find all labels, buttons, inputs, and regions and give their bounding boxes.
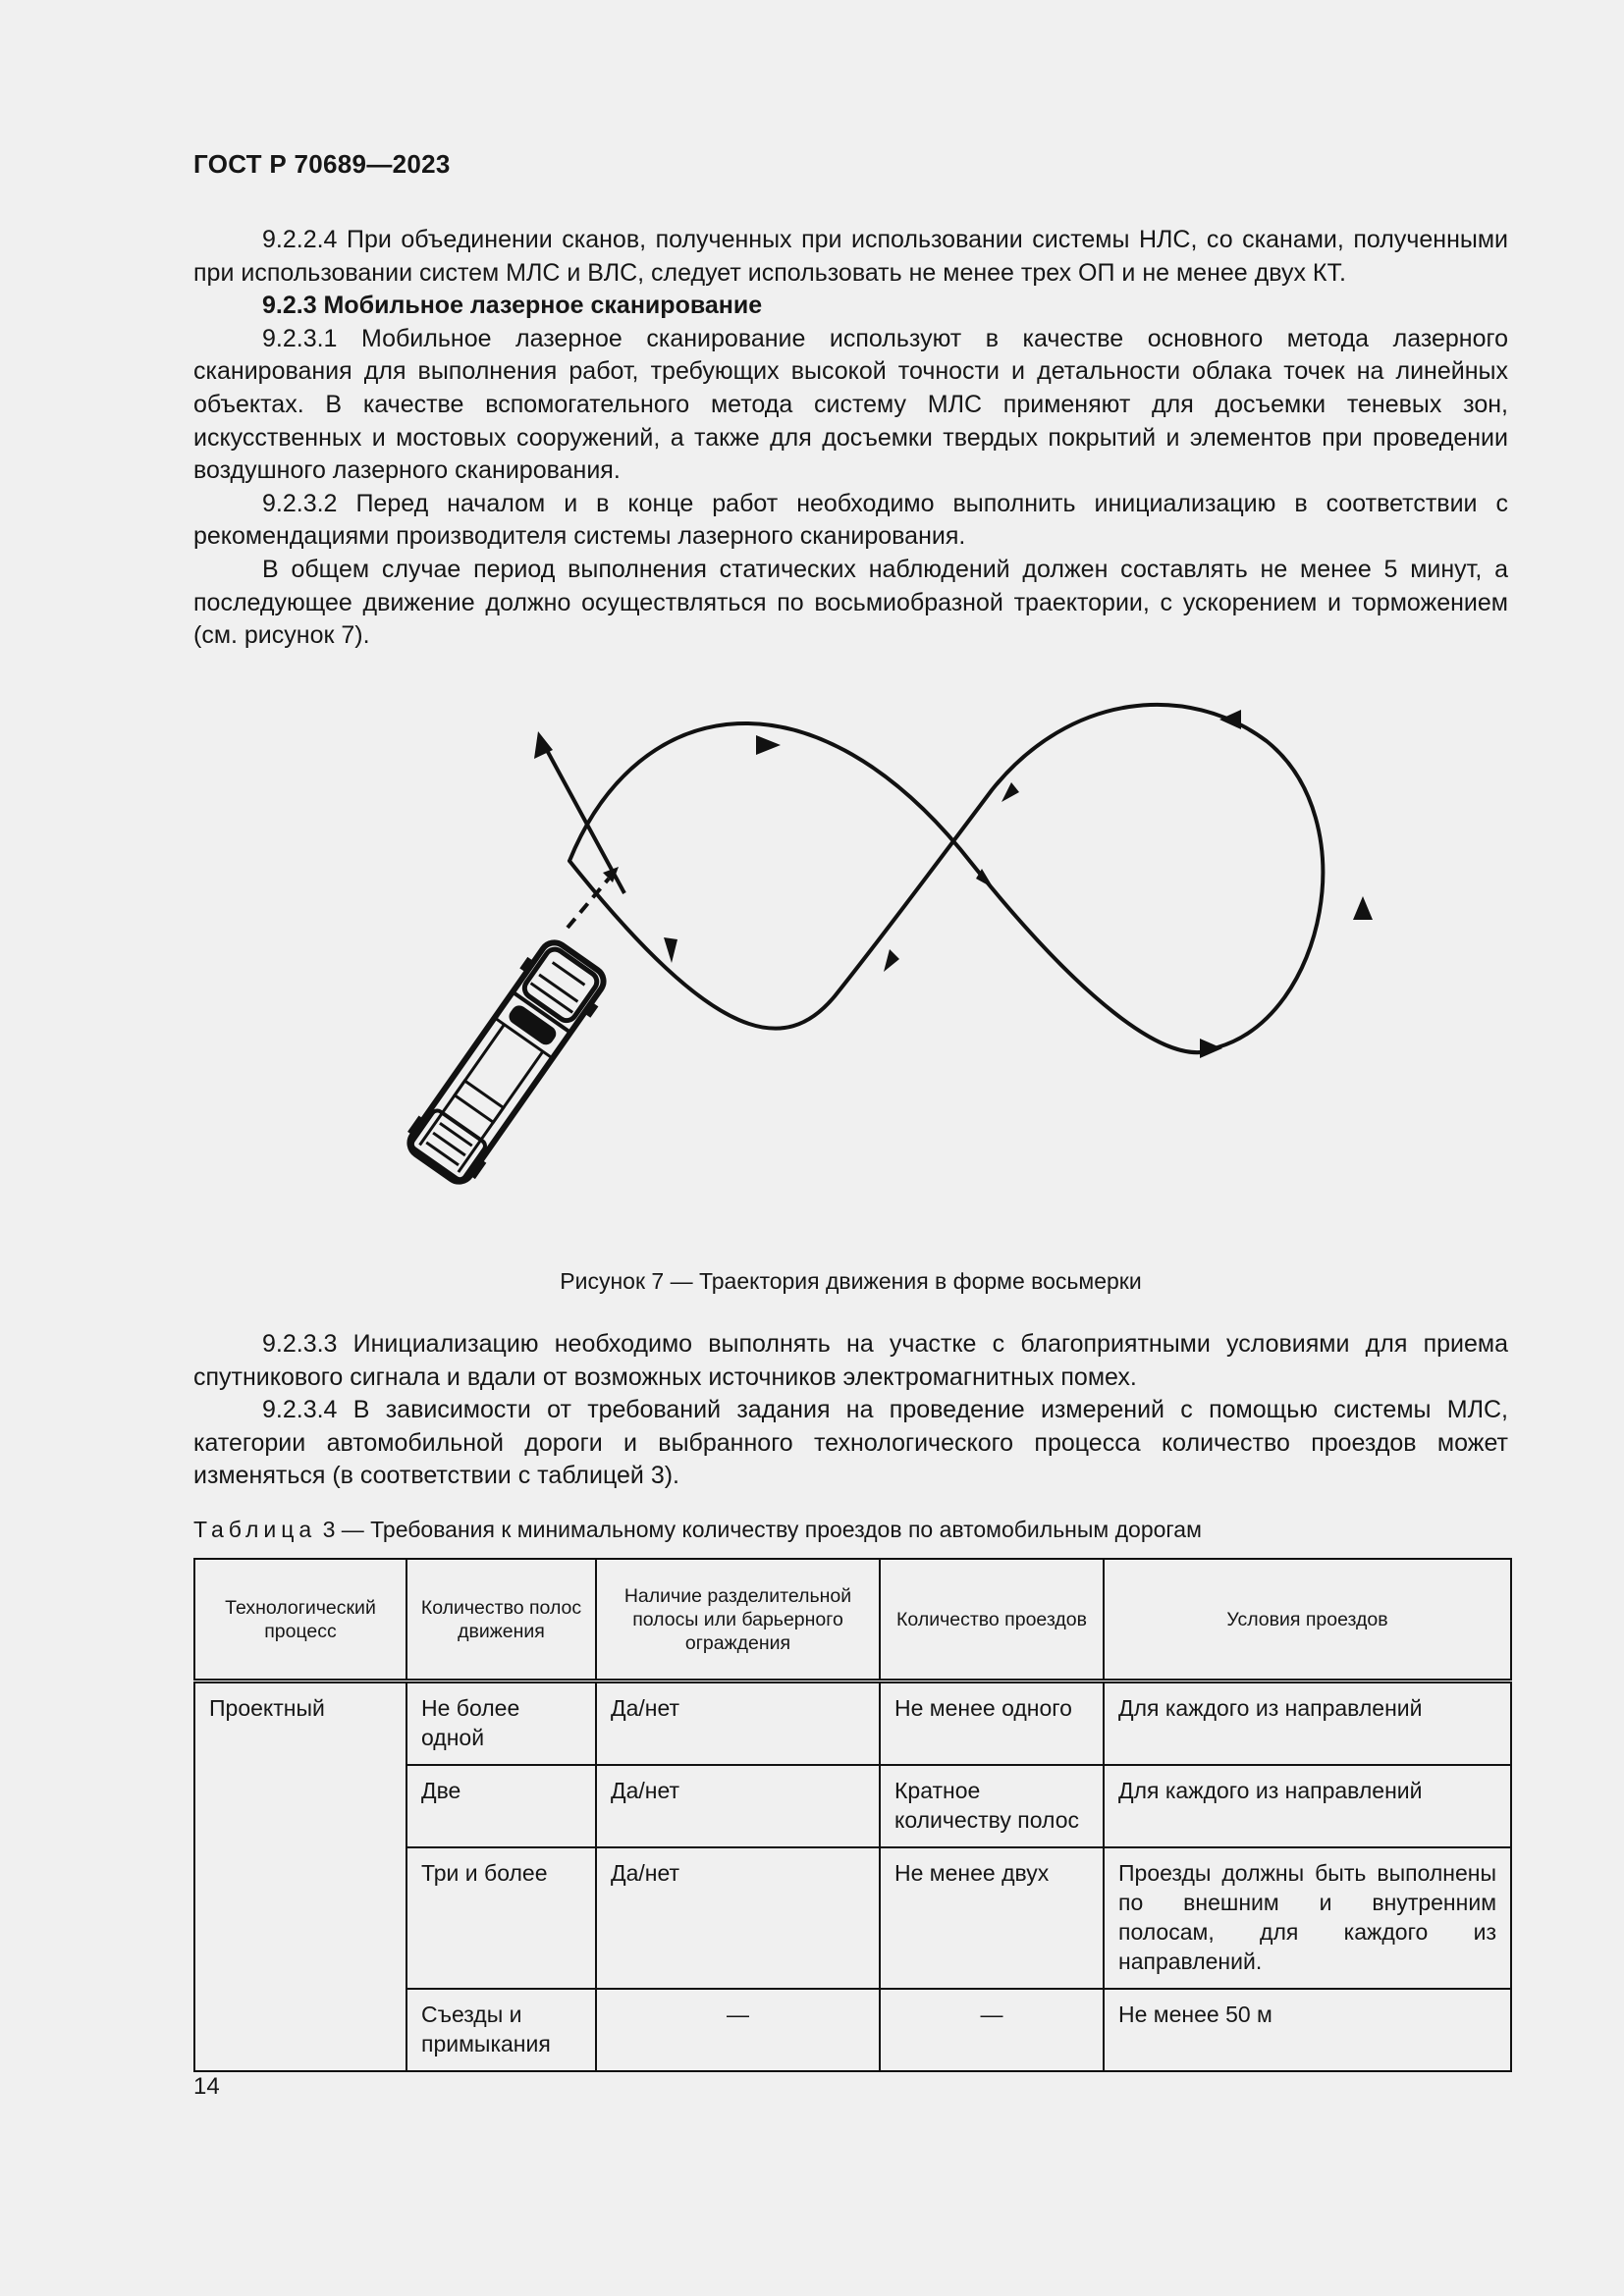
passes-requirements-table: [193, 1558, 1512, 2072]
arrowhead-upper-middle: [1001, 782, 1019, 802]
header-passes: Количество проездов: [880, 1559, 1104, 1682]
header-separator: Наличие разделительной полосы или барьерного ограждения: [596, 1559, 880, 1682]
paragraph-static-observation: В общем случае период выполнения статических наблюдений должен составлять не менее 5 минут, а последующее движение должно осуществляться по восьмиобразной траектории, с ускорением и торможением (см. рисунок 7).: [193, 555, 1508, 650]
table-caption-label: Таблица: [193, 1517, 317, 1542]
cell-separator: Да/нет: [596, 1682, 880, 1766]
table-header-row: [194, 1559, 1511, 1682]
section-heading-9-2-3: 9.2.3 Мобильное лазерное сканирование: [262, 292, 763, 320]
figure-caption: Рисунок 7 — Траектория движения в форме восьмерки: [560, 1268, 1142, 1294]
arrowhead-bottom-left: [664, 937, 677, 963]
body-text-top: [193, 224, 1508, 653]
paragraph-9-2-3-1: 9.2.3.1 Мобильное лазерное сканирование используют в качестве основного метода лазерного сканирования для выполнения работ, требующих высокой точности и детальности облака точек на линейных объектах. В качестве вспомогательного метода систему МЛС применяют для досъемки теневых зон, искусственных и мостовых сооружений, а также для досъемки твердых покрытий и элементов при проведении воздушного лазерного сканирования.: [193, 324, 1508, 485]
paragraph-9-2-2-4: 9.2.2.4 При объединении сканов, полученных при использовании системы НЛС, со сканами, полученными при использовании систем МЛС и ВЛС, следует использовать не менее трех ОП и не менее двух КТ.: [193, 226, 1508, 287]
paragraph-9-2-3-2: 9.2.3.2 Перед началом и в конце работ необходимо выполнить инициализацию в соответствии с рекомендациями производителя системы лазерного сканирования.: [193, 489, 1508, 551]
table-row: [194, 1682, 1511, 1766]
paragraph-9-2-3-4: 9.2.3.4 В зависимости от требований задания на проведение измерений с помощью системы МЛС, категории автомобильной дороги и выбранного технологического процесса количество проездов может изменяться (в соответствии с таблицей 3).: [193, 1396, 1508, 1490]
header-process: Технологический процесс: [194, 1559, 406, 1682]
cell-passes: Не менее двух: [880, 1847, 1104, 1989]
cell-passes: —: [880, 1989, 1104, 2071]
page-number: 14: [193, 2073, 220, 2100]
arrowhead-top-right: [1219, 710, 1241, 729]
cell-conditions: Для каждого из направлений: [1104, 1765, 1511, 1847]
trajectory-diagram: [324, 702, 1394, 1252]
cell-separator: Да/нет: [596, 1847, 880, 1989]
cell-conditions: Для каждого из направлений: [1104, 1682, 1511, 1766]
arrowhead-top-left: [756, 735, 781, 755]
header-lanes: Количество полос движения: [406, 1559, 596, 1682]
cell-lanes: Две: [406, 1765, 596, 1847]
table-caption: [193, 1517, 1202, 1543]
figure-eight-trajectory: [324, 702, 1394, 1252]
arrowhead-bottom-right: [1200, 1039, 1222, 1058]
body-text-mid: [193, 1328, 1508, 1493]
table-caption-text: 3 — Требования к минимальному количеству проездов по автомобильным дорогам: [322, 1517, 1202, 1542]
trajectory-path: [569, 705, 1323, 1052]
cell-lanes: Съезды и примыкания: [406, 1989, 596, 2071]
cell-passes: Не менее одного: [880, 1682, 1104, 1766]
cell-process: Проектный: [194, 1682, 406, 2072]
survey-vehicle-icon: [398, 933, 615, 1191]
cell-lanes: Три и более: [406, 1847, 596, 1989]
cell-conditions: Не менее 50 м: [1104, 1989, 1511, 2071]
document-header: ГОСТ Р 70689—2023: [193, 149, 451, 179]
cell-passes: Кратное количеству полос: [880, 1765, 1104, 1847]
cell-conditions: Проезды должны быть выполнены по внешним и внутренним полосам, для каждого из направлений.: [1104, 1847, 1511, 1989]
cell-lanes: Не более одной: [406, 1682, 596, 1766]
arrowhead-right: [1353, 896, 1373, 920]
cell-separator: Да/нет: [596, 1765, 880, 1847]
header-conditions: Условия проездов: [1104, 1559, 1511, 1682]
arrowhead-lower-middle: [884, 949, 899, 972]
paragraph-9-2-3-3: 9.2.3.3 Инициализацию необходимо выполнять на участке с благоприятными условиями для приема спутникового сигнала и вдали от возможных источников электромагнитных помех.: [193, 1330, 1508, 1391]
cell-separator: —: [596, 1989, 880, 2071]
